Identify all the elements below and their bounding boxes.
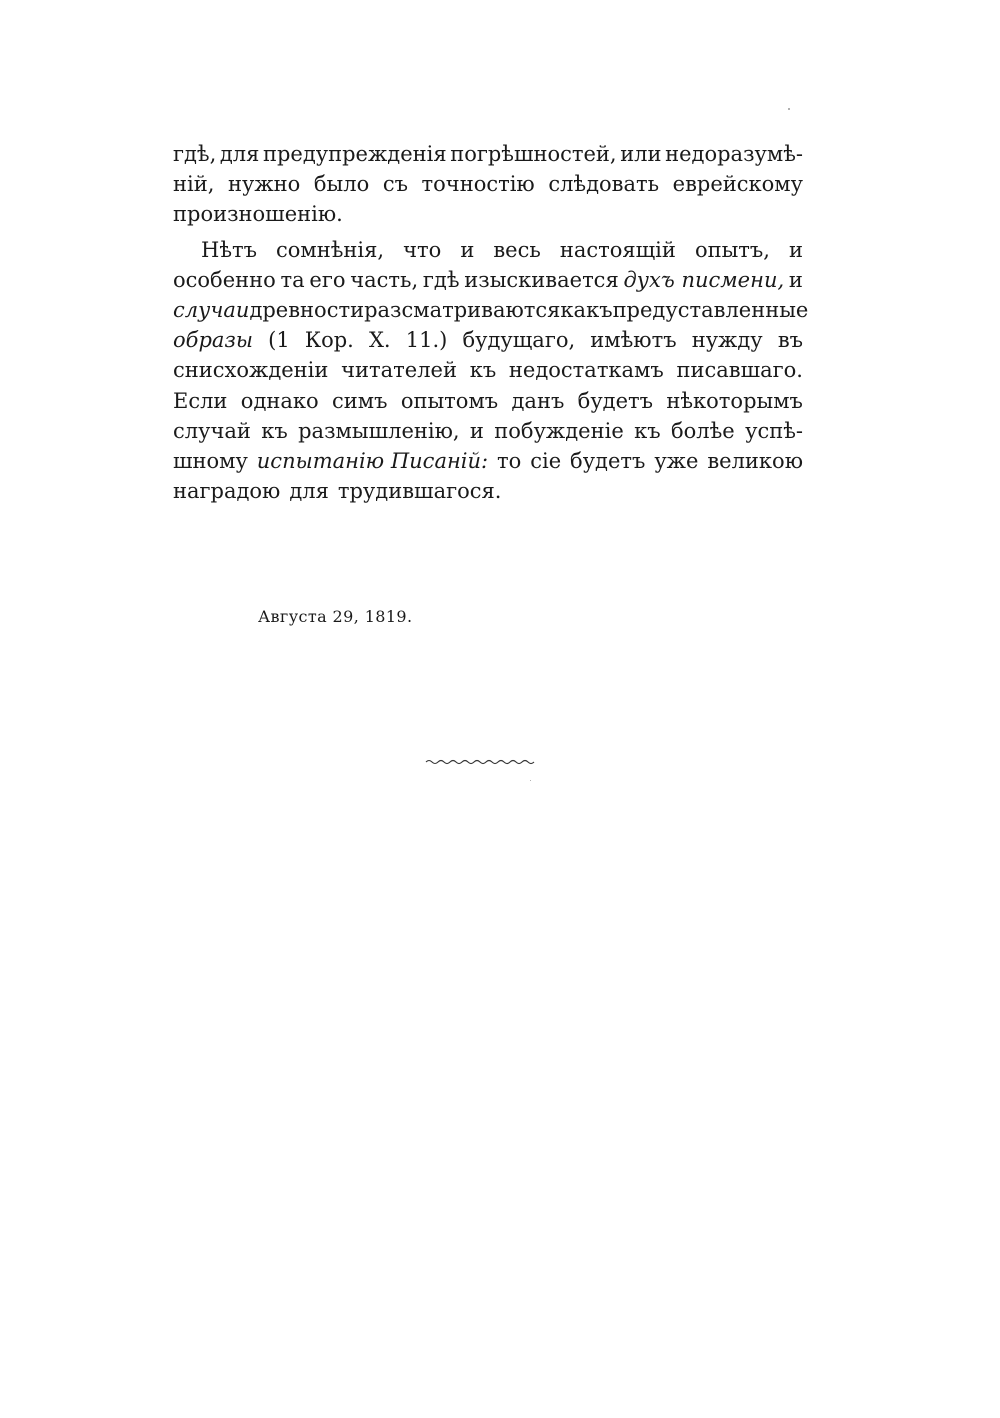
word: имѣютъ (590, 328, 677, 353)
word: однако (240, 388, 319, 413)
text-line (173, 416, 803, 446)
word: будущаго, (462, 328, 576, 353)
word: будетъ (570, 448, 646, 473)
word: часть, (350, 267, 419, 292)
word: къ (469, 358, 497, 383)
word: произношенію. (173, 202, 343, 227)
word: наградою (173, 479, 281, 504)
text-line (173, 476, 803, 506)
word: особенно (173, 267, 276, 292)
word: Нѣтъ (201, 237, 257, 262)
word: какъ (560, 297, 613, 322)
word: Кор. (304, 328, 354, 353)
text-line (173, 169, 803, 199)
italic-phrase: испытанію Писаній: (256, 448, 489, 473)
word: та (280, 267, 305, 292)
text-line (173, 265, 803, 295)
word: и (460, 237, 475, 262)
word: съ (382, 172, 408, 197)
word: и (788, 267, 803, 292)
word: X. (368, 328, 391, 353)
word: Если (173, 388, 228, 413)
word: опытомъ (400, 388, 499, 413)
word: сомнѣнія, (276, 237, 385, 262)
word: предупрежденія (262, 142, 447, 166)
date-line: Августа 29, 1819. (258, 607, 413, 626)
word: весь (493, 237, 541, 262)
word: шному (173, 448, 248, 473)
scan-speck (788, 108, 790, 110)
word: опытъ, (694, 237, 770, 262)
scan-speck (530, 780, 531, 781)
word: къ (634, 418, 661, 443)
body-text (173, 139, 809, 506)
word: размышленію, (298, 418, 460, 443)
word: писавшаго. (676, 358, 803, 383)
word: и (789, 237, 803, 262)
wavy-ornament-divider (424, 756, 536, 768)
word: нужду (691, 328, 763, 353)
word: древности (249, 297, 365, 322)
text-line (173, 235, 803, 265)
word: болѣе (671, 418, 735, 443)
word: нужно (227, 172, 301, 197)
word: гдѣ, (173, 142, 217, 166)
word: и (469, 418, 484, 443)
word: будетъ (577, 388, 654, 413)
word: нѣкоторымъ (666, 388, 803, 413)
word: данъ (511, 388, 565, 413)
word: недостаткамъ (508, 358, 664, 383)
word: предуставленные (612, 297, 809, 322)
word: уже (654, 448, 699, 473)
word: трудившагося. (337, 479, 502, 504)
word: 11.) (405, 328, 448, 353)
word: въ (777, 328, 803, 353)
italic-phrase: духъ писмени, (623, 267, 785, 292)
word: успѣ- (745, 418, 803, 443)
text-line (173, 325, 803, 355)
word: (1 (268, 328, 290, 353)
word: симъ (332, 388, 388, 413)
word: разсматриваются (364, 297, 561, 322)
italic-phrase: случаи (173, 297, 250, 322)
word: для (289, 479, 329, 504)
word: слѣдовать (548, 172, 660, 197)
word: читателей (341, 358, 457, 383)
word: случай (173, 418, 251, 443)
text-line (173, 355, 803, 385)
word: къ (261, 418, 288, 443)
word: изыскивается (464, 267, 619, 292)
word: то (497, 448, 522, 473)
text-line (173, 295, 809, 325)
italic-phrase: образы (173, 328, 253, 353)
text-line (173, 139, 803, 169)
word: или (620, 142, 662, 166)
word: точностію (421, 172, 535, 197)
word: ній, (173, 172, 215, 197)
word: сіе (530, 448, 562, 473)
word: еврейскому (672, 172, 803, 197)
word: недоразумѣ- (665, 142, 803, 166)
word: что (403, 237, 442, 262)
word: великою (707, 448, 803, 473)
word: гдѣ (422, 267, 460, 292)
word: погрѣшностей, (450, 142, 617, 166)
word: настоящій (559, 237, 676, 262)
text-line (173, 386, 803, 416)
word: побужденіе (494, 418, 624, 443)
word: его (309, 267, 346, 292)
word: было (313, 172, 370, 197)
word: для (219, 142, 260, 166)
text-line (173, 199, 803, 229)
word: снисхожденіи (173, 358, 329, 383)
text-line (173, 446, 803, 476)
